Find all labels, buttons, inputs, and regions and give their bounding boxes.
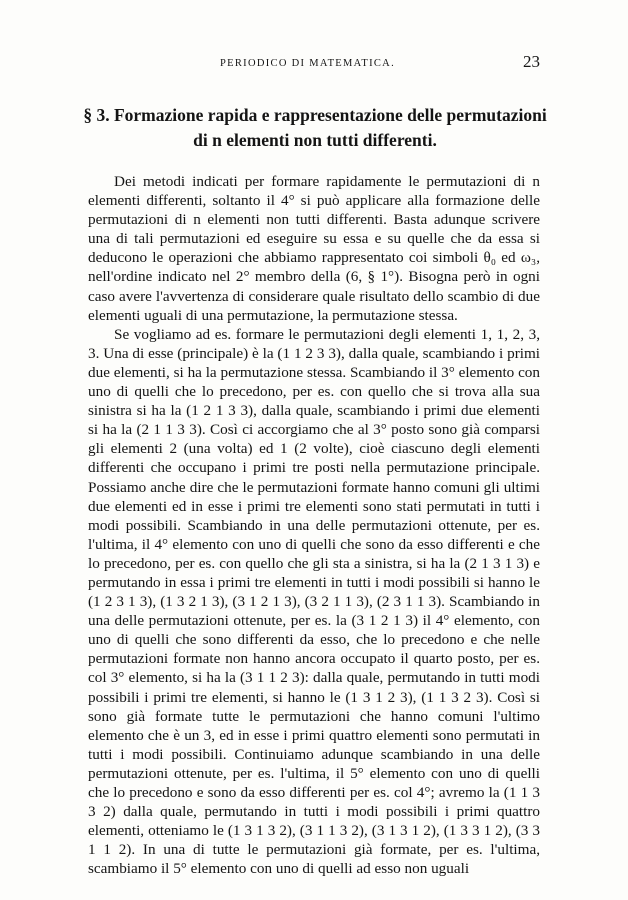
section-heading xyxy=(80,103,550,153)
page-number: 23 xyxy=(523,52,540,71)
paragraph-1: Dei metodi indicati per formare rapidamente le permutazioni di n elementi differenti, soltanto il 4° si può applicare alla formazione delle permutazioni di n elementi non tutti differenti. Basta adunque scrivere una di tali permutazioni ed eseguire su essa e su quelle che da essa si deducono le operazioni che abbiamo rappresentato coi simboli θ₀ ed ω₃, nell'ordine indicato nel 2° membro della (6, § 1°). Bisogna però in ogni caso avere l'avvertenza di considerare quale risultato dello scambio di due elementi uguali di una permutazione, la permutazione stessa. xyxy=(88,173,540,324)
journal-title: PERIODICO DI MATEMATICA. xyxy=(220,58,395,69)
section-heading-line-2: di n elementi non tutti differenti. xyxy=(193,130,437,150)
paragraph-2: Se vogliamo ad es. formare le permutazioni degli elementi 1, 1, 2, 3, 3. Una di esse (principale) è la (1 1 2 3 3), dalla quale, scambiando i primi due elementi, si ha la permutazione stessa. Scambiando il 3° elemento con uno di quelli che lo precedono, per es. con quello che si trova alla sua sinistra si ha la (1 2 1 3 3), dalla quale, scambiando i primi due elementi si ha la (2 1 1 3 3). Così ci accorgiamo che al 3° posto sono già comparsi gli elementi 2 (una volta) ed 1 (2 volte), cioè ciascuno degli elementi differenti che occupano i primi tre posti nella permutazione principale. Possiamo anche dire che le permutazioni formate hanno comuni gli ultimi due elementi ed in esse i primi tre elementi sono stati permutati in tutti i modi possibili. Scambiando in una delle permutazioni ottenute, per es. l'ultima, il 4° elemento con uno di quelli che sono da esso differenti e che lo precedono, per es. con quello che gli sta a sinistra, si ha la (2 1 3 1 3) e permutando in essa i primi tre elementi in tutti i modi possibili si hanno le (1 2 3 1 3), (1 3 2 1 3), (3 1 2 1 3), (3 2 1 1 3), (2 3 1 1 3). Scambiando in una delle permutazioni ottenute, per es. la (3 1 2 1 3) il 4° elemento, con uno di quelli che sono differenti da esso, che lo precedono e che nelle permutazioni formate non hanno ancora occupato il quarto posto, per es. col 3° elemento, si ha la (3 1 1 2 3): dalla quale, permutando in tutti modi possibili i primi tre elementi, si hanno le (1 3 1 2 3), (1 1 3 2 3). Così si sono già formate tutte le permutazioni che hanno comuni l'ultimo elemento che è un 3, ed in esse i primi quattro elementi sono permutati in tutti i modi possibili. Continuiamo adunque scambiando in una delle permutazioni ottenute, per es. l'ultima, il 5° elemento con uno di quelli che lo precedono e sono da esso differenti per es. col 4°; avremo la (1 1 3 3 2) dalla quale, permutando in tutti i modi possibili i primi quattro elementi, otteniamo le (1 3 1 3 2), (3 1 1 3 2), (3 1 3 1 2), (1 3 3 1 2), (3 3 1 1 2). In una di tutte le permutazioni già formate, per es. l'ultima, scambiamo il 5° elemento con uno di quelli ad esso non uguali xyxy=(88,325,540,878)
body-text xyxy=(88,172,540,878)
running-header xyxy=(90,52,540,76)
section-heading-line-1: § 3. Formazione rapida e rappresentazione delle permutazioni xyxy=(83,105,547,125)
